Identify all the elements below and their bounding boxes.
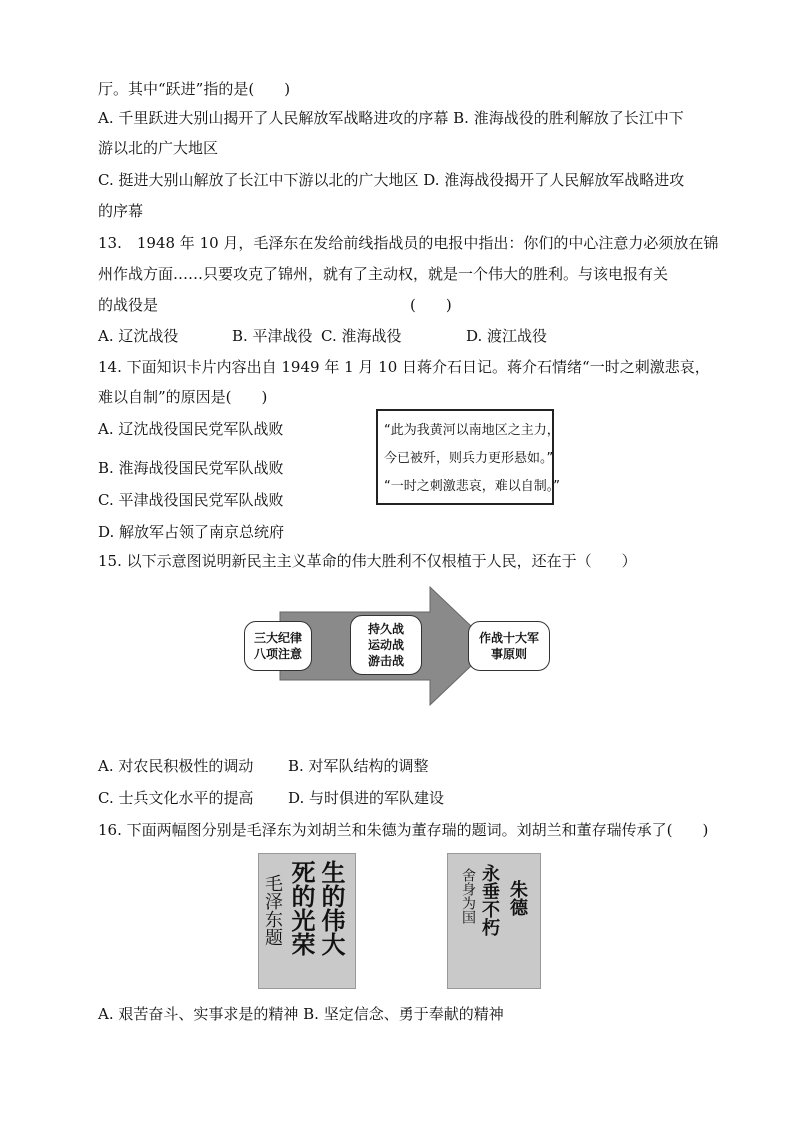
mao-inscription-image [258, 853, 356, 989]
q15-option-a: A. 对农民积极性的调动 [98, 757, 254, 775]
box-text: 游击战 [367, 654, 404, 668]
q13-option-c: C. 淮海战役 [321, 327, 402, 345]
q15-option-b: B. 对军队结构的调整 [288, 757, 429, 775]
diagram-box-tactics [350, 615, 422, 675]
zhude-inscription-image [447, 853, 541, 989]
q16-stem-line1: 16. 下面两幅图分别是毛泽东为刘胡兰和朱德为董存瑞的题词。刘胡兰和董存瑞传承了( ) [98, 821, 709, 839]
q12-stem-tail: 厅。其中“跃进”指的是( ) [98, 80, 291, 98]
q13-answer-paren: ( ) [410, 296, 452, 314]
inscription-signature: 毛泽东题 [262, 874, 283, 946]
box-text: 运动战 [367, 638, 404, 652]
inscription-text: 永垂不朽 [479, 864, 500, 936]
q14-option-c: C. 平津战役国民党军队战败 [98, 491, 284, 509]
box-text: 三大纪律 [253, 631, 302, 645]
q14-option-a: A. 辽沈战役国民党军队战败 [98, 420, 284, 438]
q14-stem-line1: 14. 下面知识卡片内容出自 1949 年 1 月 10 日蒋介石日记。蒋介石情绪“一时之刺激悲哀， [98, 358, 710, 376]
q13-option-b: B. 平津战役 [232, 327, 313, 345]
inscription-text: 舍身为国 [460, 868, 476, 924]
q13-stem-line3: 的战役是 [98, 296, 159, 314]
inscription-signature: 朱德 [507, 880, 528, 916]
diagram-box-principles [468, 621, 550, 671]
box-text: 事原则 [490, 647, 527, 661]
q13-stem-line2: 州作战方面……只要攻克了锦州，就有了主动权，就是一个伟大的胜利。与该电报有关 [98, 265, 669, 283]
q12-options-line1: A. 千里跃进大别山揭开了人民解放军战略进攻的序幕 B. 淮海战役的胜利解放了长江中下 [98, 109, 684, 127]
q13-stem-line1: 13. 1948 年 10 月，毛泽东在发给前线指战员的电报中指出：你们的中心注意力必须放在锦 [98, 234, 719, 252]
victory-diagram [244, 585, 550, 707]
card-line: 今已被歼，则兵力更形悬如。” [384, 451, 554, 466]
q15-option-d: D. 与时俱进的军队建设 [288, 789, 445, 807]
q14-option-d: D. 解放军占领了南京总统府 [98, 523, 285, 541]
box-text: 作战十大军 [478, 631, 539, 645]
box-text: 八项注意 [253, 647, 302, 661]
q16-options-line: A. 艰苦奋斗、实事求是的精神 B. 坚定信念、勇于奉献的精神 [98, 1005, 504, 1023]
inscription-text: 生的伟大 [317, 860, 346, 956]
q15-option-c: C. 士兵文化水平的提高 [98, 789, 254, 807]
q12-options-line3: C. 挺进大别山解放了长江中下游以北的广大地区 D. 淮海战役揭开了人民解放军战略进攻 [98, 171, 685, 189]
card-line: “此为我黄河以南地区之主力， [384, 423, 560, 438]
q13-option-a: A. 辽沈战役 [98, 327, 179, 345]
knowledge-card [376, 409, 560, 505]
box-text: 持久战 [367, 622, 404, 636]
q14-option-b: B. 淮海战役国民党军队战败 [98, 459, 284, 477]
q15-stem-line1: 15. 以下示意图说明新民主主义革命的伟大胜利不仅根植于人民，还在于（ ） [98, 552, 637, 570]
q13-option-d: D. 渡江战役 [466, 327, 548, 345]
q12-options-line4: 的序幕 [98, 202, 144, 220]
card-line: “一时之刺激悲哀，难以自制。” [384, 479, 560, 494]
diagram-box-discipline [244, 621, 312, 671]
q14-stem-line2: 难以自制”的原因是( ) [98, 388, 268, 406]
inscription-text: 死的光荣 [287, 860, 316, 956]
q12-options-line2: 游以北的广大地区 [98, 139, 219, 157]
